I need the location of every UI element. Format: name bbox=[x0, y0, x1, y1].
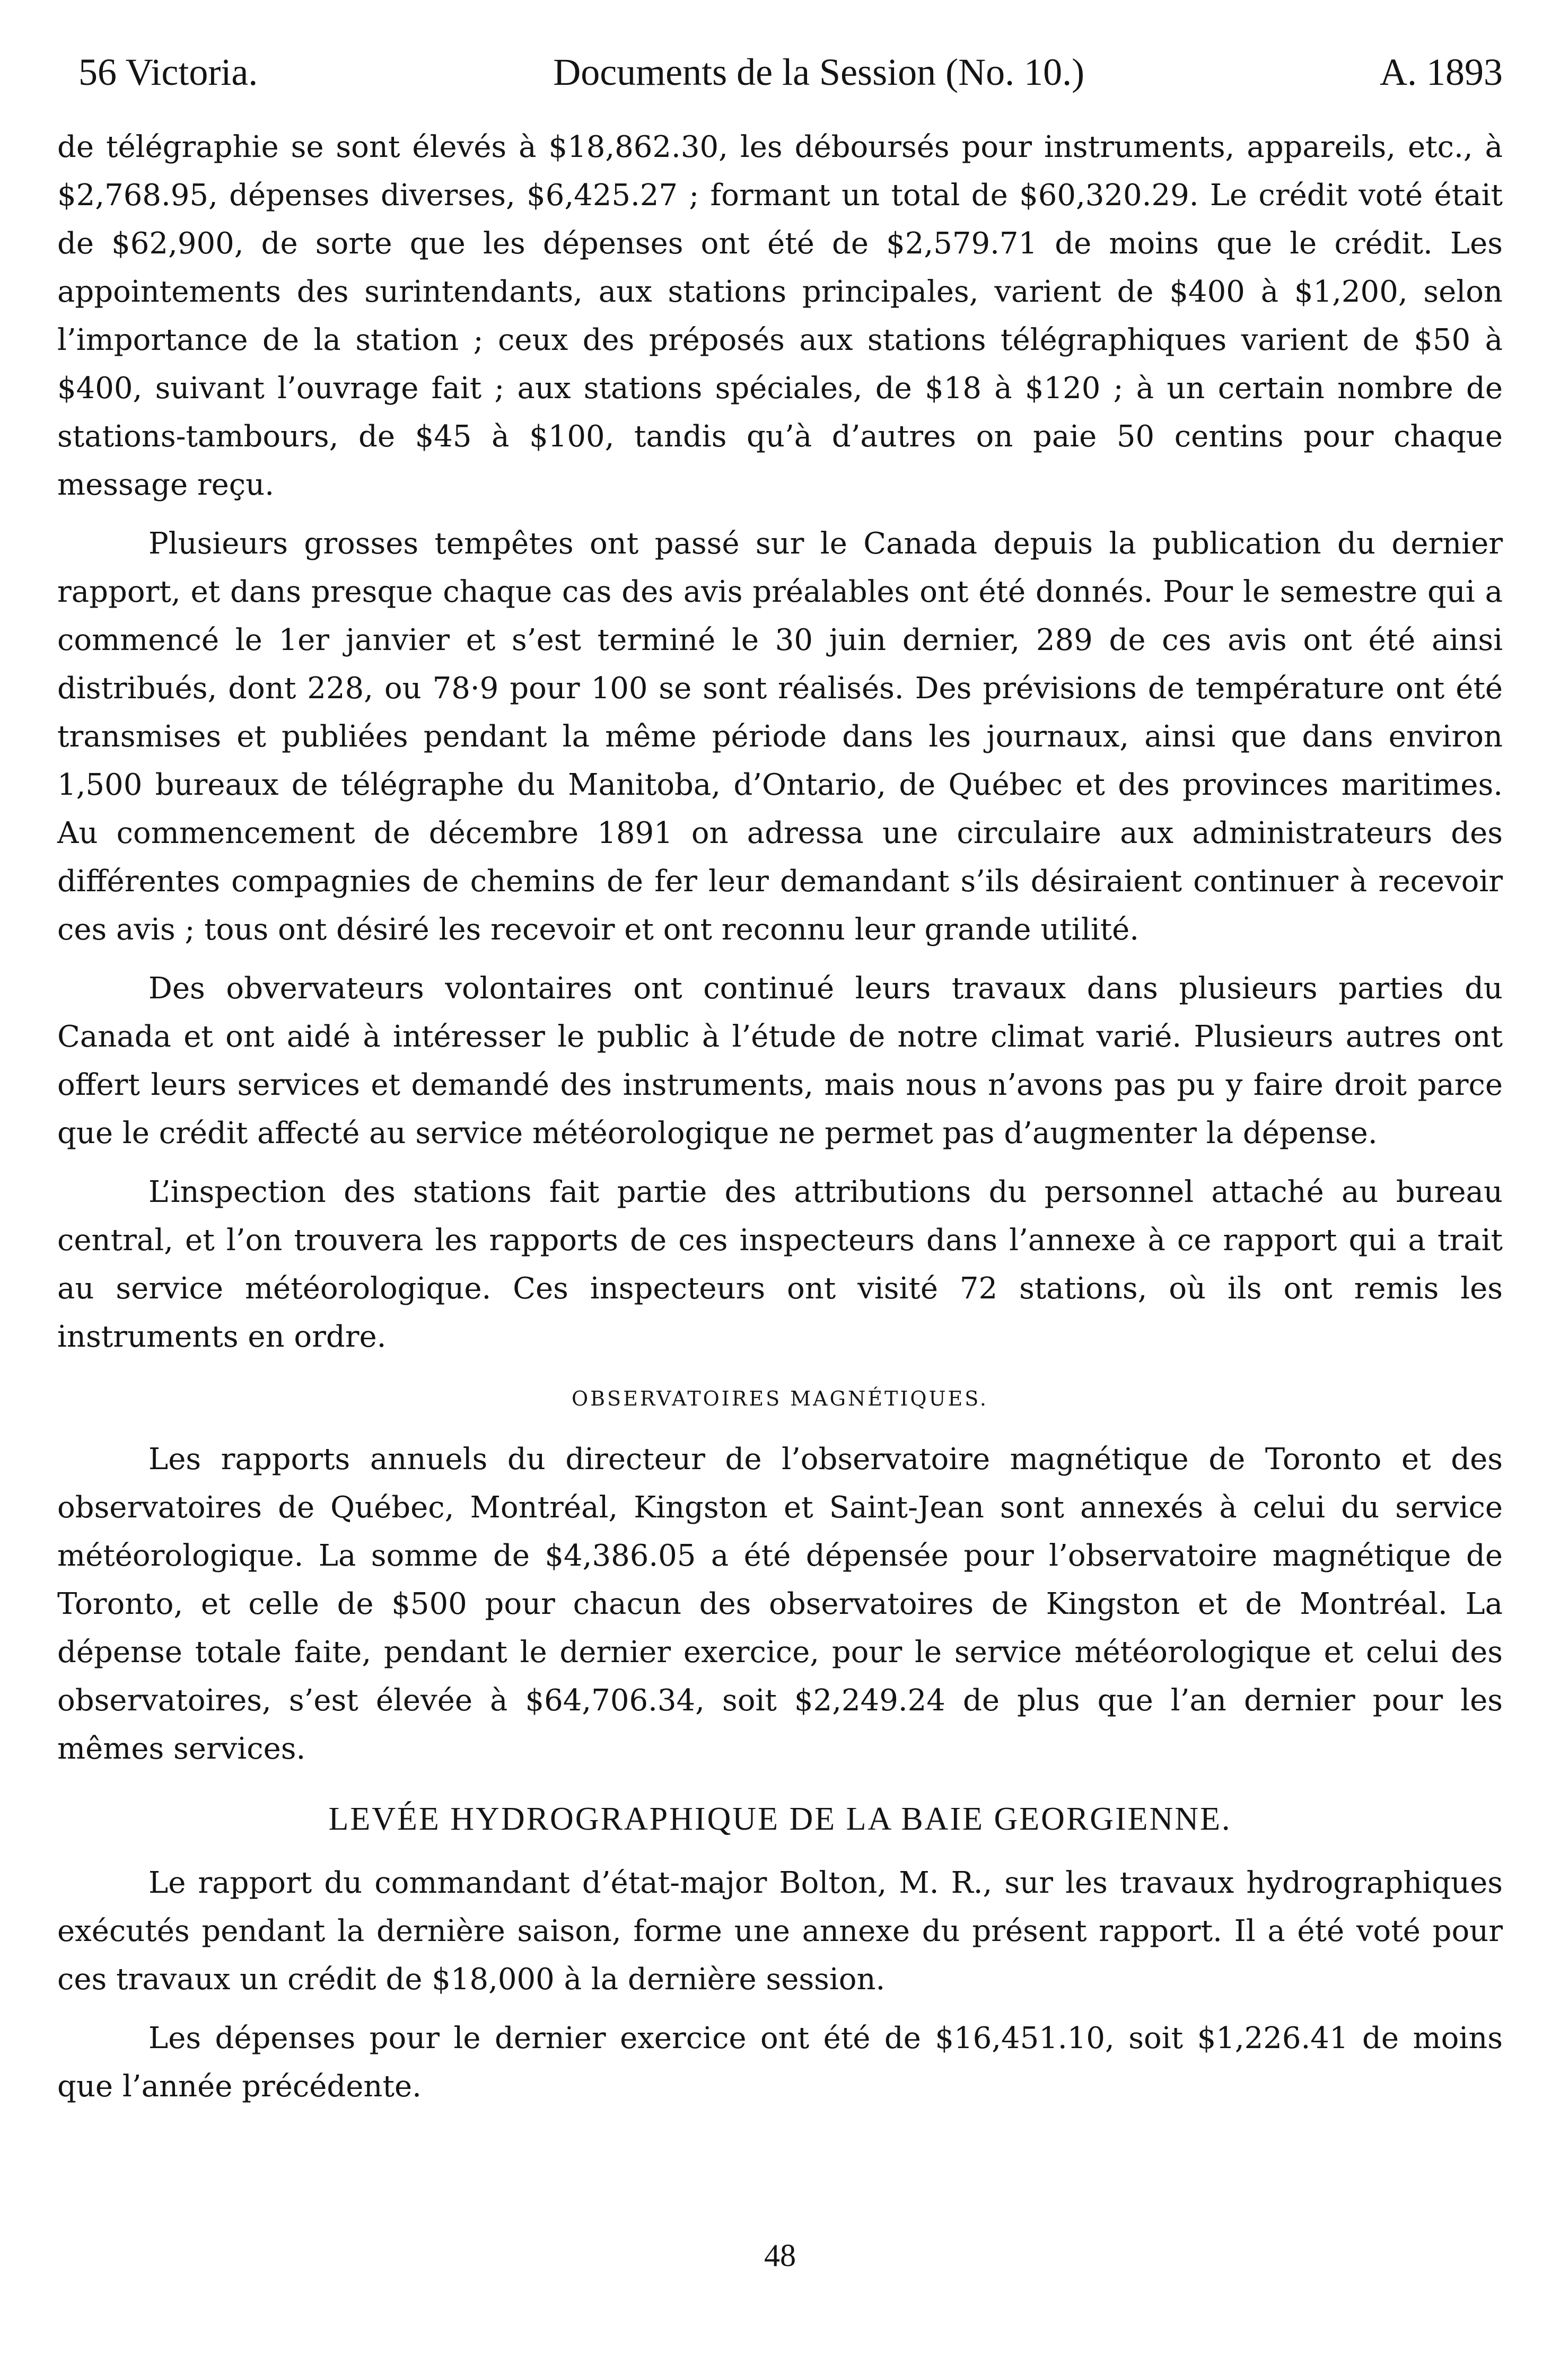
header-title: Documents de la Session (No. 10.) bbox=[553, 51, 1085, 93]
page-number: 48 bbox=[764, 2238, 796, 2273]
header-session: 56 Victoria. bbox=[78, 51, 258, 93]
paragraph-hydrographic-expenses: Les dépenses pour le dernier exercice ont été de $16,451.10, soit $1,226.41 de moins que l’année précédente. bbox=[57, 2021, 1503, 2104]
paragraph-hydrographic-report: Le rapport du commandant d’état-major Bolton, M. R., sur les travaux hydrographiques exécutés pendant la dernière saison, forme une annexe du présent rapport. Il a été voté pour ces travaux un crédit de $18,000 à la dernière session. bbox=[57, 1866, 1503, 1997]
paragraph-magnetic-observatories: Les rapports annuels du directeur de l’observatoire magnétique de Toronto et des observatoires de Québec, Montréal, Kingston et Saint-Jean sont annexés à celui du service météorologique. La somme de $4,386.05 a été dépensée pour l’observatoire magnétique de Toronto, et celle de $500 pour chacun des observatoires de Kingston et de Montréal. La dépense totale faite, pendant le dernier exercice, pour le service météorologique et celui des observatoires, s’est élevée à $64,706.34, soit $2,249.24 de plus que l’an dernier pour les mêmes services. bbox=[57, 1442, 1503, 1766]
running-header bbox=[57, 53, 1503, 104]
section-heading-magnetic: OBSERVATOIRES MAGNÉTIQUES. bbox=[571, 1387, 989, 1410]
document-page bbox=[57, 53, 1503, 2111]
paragraph-volunteer-observers: Des obvervateurs volontaires ont continué leurs travaux dans plusieurs parties du Canada et ont aidé à intéresser le public à l’étude de notre climat varié. Plusieurs autres ont offert leurs services et demandé des instruments, mais nous n’avons pas pu y faire droit parce que le crédit affecté au service météorologique ne permet pas d’augmenter la dépense. bbox=[57, 971, 1503, 1151]
header-year: A. 1893 bbox=[1379, 51, 1503, 93]
paragraph-inspection: L’inspection des stations fait partie des attributions du personnel attaché au bureau central, et l’on trouvera les rapports de ces inspecteurs dans l’annexe à ce rapport qui a trait au service météorologique. Ces inspecteurs ont visité 72 stations, où ils ont remis les instruments en ordre. bbox=[57, 1175, 1503, 1354]
paragraph-storms: Plusieurs grosses tempêtes ont passé sur le Canada depuis la publication du dernier rapport, et dans presque chaque cas des avis préalables ont été donnés. Pour le semestre qui a commencé le 1er janvier et s’est terminé le 30 juin dernier, 289 de ces avis ont été ainsi distribués, dont 228, ou 78·9 pour 100 se sont réalisés. Des prévisions de température ont été transmises et publiées pendant la même période dans les journaux, ainsi que dans environ 1,500 bureaux de télégraphe du Manitoba, d’Ontario, de Québec et des provinces maritimes. Au commencement de décembre 1891 on adressa une circulaire aux administrateurs des différentes compagnies de chemins de fer leur demandant s’ils désiraient continuer à recevoir ces avis ; tous ont désiré les recevoir et ont reconnu leur grande utilité. bbox=[57, 526, 1503, 947]
section-heading-hydrographic: LEVÉE HYDROGRAPHIQUE DE LA BAIE GEORGIENNE. bbox=[328, 1801, 1232, 1837]
paragraph-telegraph-costs: de télégraphie se sont élevés à $18,862.30, les déboursés pour instruments, appareils, etc., à $2,768.95, dépenses diverses, $6,425.27 ; formant un total de $60,320.29. Le crédit voté était de $62,900, de sorte que les dépenses ont été de $2,579.71 de moins que le crédit. Les appointements des surintendants, aux stations principales, varient de $400 à $1,200, selon l’importance de la station ; ceux des préposés aux stations télégraphiques varient de $50 à $400, suivant l’ouvrage fait ; aux stations spéciales, de $18 à $120 ; à un certain nombre de stations-tambours, de $45 à $100, tandis qu’à d’autres on paie 50 centins pour chaque message reçu. bbox=[57, 130, 1503, 502]
